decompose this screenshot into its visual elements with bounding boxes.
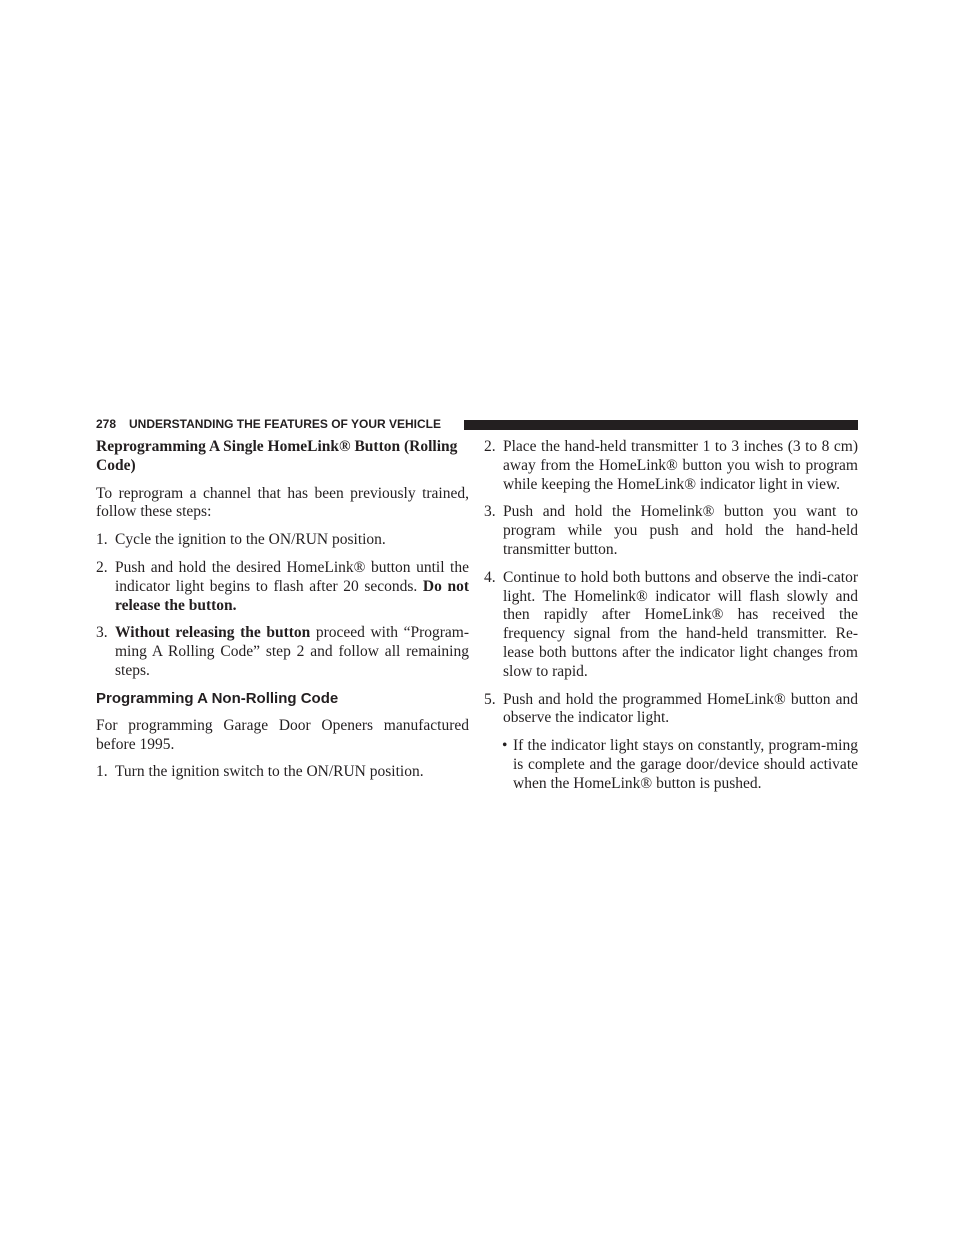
subsection-heading: Programming A Non-Rolling Code [96,689,339,707]
step-number: 1. [96,763,108,781]
step-text: Turn the ignition switch to the ON/RUN position. [115,763,424,781]
step-1 [96,531,469,550]
step-text-bold: Do not release the button. [115,577,469,614]
step-2-right [484,438,858,494]
step-text-regular: Push and hold the desired HomeLink® button until the indicator light begins to flash after 20 seconds. [115,558,469,595]
step-text: Push and hold the Homelink® button you want to program while you push and hold the hand-held transmitter button. [503,503,858,558]
bullet-item [484,737,858,793]
step-number: 4. [484,568,496,586]
step-text: Place the hand-held transmitter 1 to 3 inches (3 to 8 cm) away from the HomeLink® button you wish to program while keeping the HomeLink® indicator light in view. [503,438,858,493]
step-4-right [484,569,858,682]
step-number: 1. [96,531,108,549]
step-text-bold: Without releasing the button [115,624,311,642]
substep-1 [96,763,469,782]
right-column [484,438,858,794]
step-text [115,559,469,615]
header-rule [464,420,858,430]
running-header [96,417,858,431]
step-text [115,624,469,680]
subsection-intro: For programming Garage Door Openers manufactured before 1995. [96,716,469,753]
step-text: Continue to hold both buttons and observe the indi-cator light. The Homelink® indicator will flash slowly and then rapidly after HomeLink® has received the frequency signal from the hand-held transmitter. Re-lease both buttons after the indicator light changes from slow to rapid. [503,568,858,680]
left-column [96,438,469,791]
step-number: 3. [96,624,108,642]
step-text: Push and hold the programmed HomeLink® button and observe the indicator light. [503,690,858,727]
step-3-right [484,503,858,559]
step-3 [96,624,469,680]
step-number: 3. [484,503,496,521]
bullet-marker: • [502,737,508,755]
step-number: 5. [484,690,496,708]
step-number: 2. [96,558,108,576]
step-text: Cycle the ignition to the ON/RUN position. [115,531,386,549]
step-5-right [484,691,858,729]
section-heading: Reprogramming A Single HomeLink® Button (Rolling Code) [96,438,458,474]
intro-paragraph: To reprogram a channel that has been previously trained, follow these steps: [96,484,469,521]
step-2 [96,559,469,615]
step-text-regular: proceed with “Program-ming A Rolling Code” step 2 and follow all remaining steps. [115,624,470,679]
bullet-text: If the indicator light stays on constantly, program-ming is complete and the garage door/device should activate when the HomeLink® button is pushed. [513,737,858,792]
section-title: UNDERSTANDING THE FEATURES OF YOUR VEHICLE [129,417,442,431]
page-number: 278 [96,417,117,431]
step-number: 2. [484,438,496,455]
